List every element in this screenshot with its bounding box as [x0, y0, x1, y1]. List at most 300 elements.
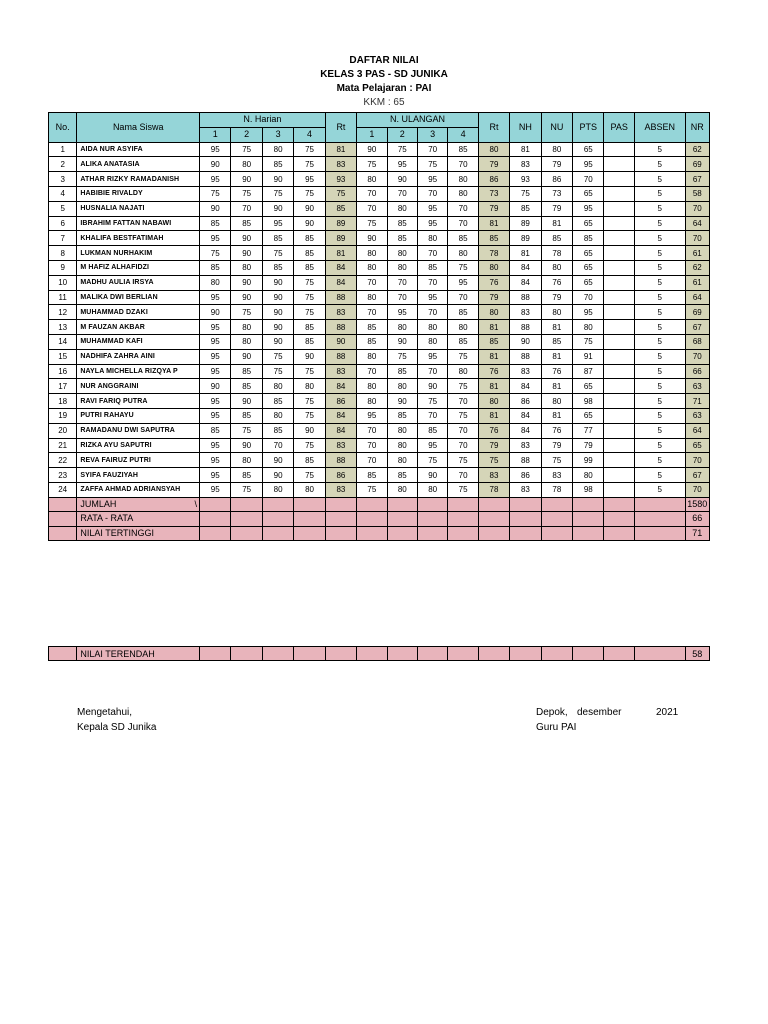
table-row: [49, 290, 710, 305]
cell-ulangan-1: 75: [357, 157, 387, 172]
cell-no: 17: [49, 379, 77, 394]
cell-harian-2: 80: [231, 334, 262, 349]
cell-rt-harian: 89: [325, 216, 356, 231]
cell-rt-harian: 75: [325, 186, 356, 201]
cell-harian-1: 95: [200, 334, 231, 349]
cell-rt-ulangan: 73: [478, 186, 509, 201]
cell-no: 18: [49, 394, 77, 409]
cell-nu: 85: [541, 231, 572, 246]
col-harian-3: 3: [262, 127, 293, 142]
table-row: [49, 216, 710, 231]
cell-rt-ulangan: 81: [478, 320, 509, 335]
cell-ulangan-3: 95: [417, 349, 447, 364]
rata-label: RATA - RATA: [77, 512, 200, 527]
cell-no: 23: [49, 468, 77, 483]
cell-harian-1: 75: [200, 186, 231, 201]
cell-no: 19: [49, 408, 77, 423]
cell-ulangan-4: 70: [448, 290, 478, 305]
cell-ulangan-4: 75: [448, 453, 478, 468]
cell-harian-1: 85: [200, 423, 231, 438]
cell-rt-ulangan: 81: [478, 379, 509, 394]
cell-absen: 5: [634, 216, 685, 231]
cell-harian-2: 90: [231, 349, 262, 364]
cell-no: 1: [49, 142, 77, 157]
cell-ulangan-2: 85: [387, 408, 417, 423]
grades-table: [48, 112, 710, 541]
cell-nu: 80: [541, 260, 572, 275]
cell-ulangan-1: 85: [357, 320, 387, 335]
cell-rt-harian: 85: [325, 201, 356, 216]
cell-rt-harian: 84: [325, 260, 356, 275]
cell-no: 14: [49, 334, 77, 349]
cell-name: MADHU AULIA IRSYA: [77, 275, 200, 290]
sign-place: Depok,: [536, 707, 568, 718]
cell-ulangan-2: 80: [387, 260, 417, 275]
cell-harian-4: 90: [294, 349, 325, 364]
cell-harian-1: 90: [200, 305, 231, 320]
cell-harian-2: 85: [231, 216, 262, 231]
col-ulangan: N. ULANGAN: [357, 113, 479, 128]
cell-ulangan-1: 80: [357, 246, 387, 261]
cell-harian-2: 80: [231, 453, 262, 468]
cell-harian-2: 75: [231, 142, 262, 157]
cell-nu: 79: [541, 201, 572, 216]
cell-ulangan-2: 80: [387, 482, 417, 497]
cell-rt-ulangan: 79: [478, 157, 509, 172]
cell-harian-4: 75: [294, 364, 325, 379]
cell-nr: 63: [685, 408, 709, 423]
tertinggi-label: NILAI TERTINGGI: [77, 526, 200, 541]
cell-nu: 78: [541, 246, 572, 261]
cell-harian-2: 80: [231, 157, 262, 172]
col-nr: NR: [685, 113, 709, 143]
cell-harian-2: 90: [231, 172, 262, 187]
cell-nu: 79: [541, 157, 572, 172]
cell-pas: [604, 482, 634, 497]
cell-pts: 85: [573, 231, 604, 246]
rata-value: 66: [685, 512, 709, 527]
cell-no: 7: [49, 231, 77, 246]
cell-harian-2: 85: [231, 408, 262, 423]
table-row: [49, 379, 710, 394]
cell-harian-2: 80: [231, 320, 262, 335]
cell-no: 12: [49, 305, 77, 320]
cell-harian-3: 75: [262, 349, 293, 364]
cell-pas: [604, 423, 634, 438]
cell-absen: 5: [634, 260, 685, 275]
cell-ulangan-1: 70: [357, 305, 387, 320]
sign-month: desember: [577, 707, 622, 718]
cell-pts: 87: [573, 364, 604, 379]
jumlah-value: 1580: [685, 497, 709, 512]
cell-nh: 85: [510, 201, 541, 216]
table-row: [49, 453, 710, 468]
col-ulangan-4: 4: [448, 127, 478, 142]
cell-rt-harian: 83: [325, 482, 356, 497]
cell-nu: 81: [541, 216, 572, 231]
cell-nh: 83: [510, 438, 541, 453]
cell-rt-ulangan: 79: [478, 438, 509, 453]
table-row: [49, 201, 710, 216]
cell-harian-1: 85: [200, 216, 231, 231]
cell-nu: 76: [541, 364, 572, 379]
cell-rt-ulangan: 81: [478, 216, 509, 231]
cell-harian-1: 95: [200, 320, 231, 335]
cell-ulangan-3: 95: [417, 216, 447, 231]
cell-pts: 91: [573, 349, 604, 364]
cell-name: ALIKA ANATASIA: [77, 157, 200, 172]
cell-harian-4: 85: [294, 453, 325, 468]
cell-absen: 5: [634, 186, 685, 201]
cell-nu: 81: [541, 379, 572, 394]
cell-harian-4: 85: [294, 231, 325, 246]
cell-ulangan-2: 90: [387, 394, 417, 409]
cell-ulangan-4: 70: [448, 216, 478, 231]
cell-harian-2: 90: [231, 394, 262, 409]
cell-ulangan-1: 80: [357, 172, 387, 187]
cell-ulangan-2: 70: [387, 186, 417, 201]
cell-nr: 70: [685, 349, 709, 364]
cell-harian-4: 95: [294, 172, 325, 187]
cell-nr: 70: [685, 201, 709, 216]
cell-pts: 98: [573, 482, 604, 497]
cell-name: LUKMAN NURHAKIM: [77, 246, 200, 261]
cell-pts: 65: [573, 379, 604, 394]
cell-ulangan-1: 70: [357, 453, 387, 468]
cell-ulangan-2: 90: [387, 172, 417, 187]
cell-ulangan-4: 75: [448, 482, 478, 497]
cell-nr: 67: [685, 172, 709, 187]
cell-nh: 90: [510, 334, 541, 349]
cell-ulangan-4: 70: [448, 423, 478, 438]
cell-nh: 89: [510, 231, 541, 246]
cell-absen: 5: [634, 468, 685, 483]
jumlah-label: JUMLAH \: [77, 497, 200, 512]
cell-nh: 84: [510, 408, 541, 423]
cell-pas: [604, 320, 634, 335]
cell-no: 15: [49, 349, 77, 364]
cell-harian-3: 90: [262, 201, 293, 216]
cell-ulangan-3: 95: [417, 201, 447, 216]
cell-name: NUR ANGGRAINI: [77, 379, 200, 394]
table-row: [49, 186, 710, 201]
cell-no: 16: [49, 364, 77, 379]
cell-nh: 84: [510, 423, 541, 438]
cell-no: 5: [49, 201, 77, 216]
cell-harian-3: 90: [262, 468, 293, 483]
cell-pts: 65: [573, 408, 604, 423]
cell-name: SYIFA FAUZIYAH: [77, 468, 200, 483]
cell-nh: 83: [510, 482, 541, 497]
cell-ulangan-2: 80: [387, 201, 417, 216]
cell-ulangan-3: 95: [417, 172, 447, 187]
cell-ulangan-3: 70: [417, 408, 447, 423]
cell-rt-harian: 81: [325, 246, 356, 261]
sign-year: 2021: [656, 707, 679, 718]
cell-nu: 73: [541, 186, 572, 201]
cell-nh: 88: [510, 320, 541, 335]
cell-pas: [604, 468, 634, 483]
cell-nh: 88: [510, 290, 541, 305]
table-row: [49, 275, 710, 290]
cell-ulangan-4: 85: [448, 231, 478, 246]
cell-nr: 65: [685, 438, 709, 453]
cell-ulangan-4: 80: [448, 172, 478, 187]
col-ulangan-2: 2: [387, 127, 417, 142]
cell-nh: 86: [510, 394, 541, 409]
cell-name: MUHAMMAD KAFI: [77, 334, 200, 349]
cell-harian-3: 90: [262, 275, 293, 290]
cell-rt-ulangan: 80: [478, 394, 509, 409]
cell-nr: 62: [685, 260, 709, 275]
table-row: [49, 320, 710, 335]
cell-absen: 5: [634, 364, 685, 379]
cell-harian-1: 75: [200, 246, 231, 261]
cell-pts: 95: [573, 201, 604, 216]
cell-rt-harian: 83: [325, 157, 356, 172]
cell-name: MUHAMMAD DZAKI: [77, 305, 200, 320]
cell-nh: 83: [510, 305, 541, 320]
cell-nr: 69: [685, 157, 709, 172]
cell-pts: 65: [573, 260, 604, 275]
cell-harian-4: 90: [294, 216, 325, 231]
cell-ulangan-2: 80: [387, 423, 417, 438]
cell-nh: 89: [510, 216, 541, 231]
cell-harian-2: 80: [231, 260, 262, 275]
cell-rt-harian: 86: [325, 394, 356, 409]
cell-no: 2: [49, 157, 77, 172]
cell-nh: 84: [510, 260, 541, 275]
cell-nu: 79: [541, 438, 572, 453]
cell-nu: 75: [541, 453, 572, 468]
cell-harian-4: 80: [294, 482, 325, 497]
table-row: [49, 482, 710, 497]
cell-harian-3: 85: [262, 157, 293, 172]
cell-absen: 5: [634, 275, 685, 290]
cell-ulangan-4: 75: [448, 260, 478, 275]
cell-harian-2: 90: [231, 275, 262, 290]
cell-absen: 5: [634, 246, 685, 261]
cell-nu: 79: [541, 290, 572, 305]
cell-ulangan-4: 70: [448, 201, 478, 216]
table-row: [49, 334, 710, 349]
cell-ulangan-4: 95: [448, 275, 478, 290]
cell-nr: 69: [685, 305, 709, 320]
cell-harian-1: 90: [200, 379, 231, 394]
cell-harian-1: 95: [200, 172, 231, 187]
cell-nu: 78: [541, 482, 572, 497]
cell-harian-1: 95: [200, 349, 231, 364]
cell-ulangan-4: 75: [448, 349, 478, 364]
cell-nu: 76: [541, 423, 572, 438]
cell-ulangan-2: 85: [387, 468, 417, 483]
cell-ulangan-3: 80: [417, 482, 447, 497]
cell-harian-1: 90: [200, 157, 231, 172]
cell-pas: [604, 260, 634, 275]
cell-ulangan-2: 80: [387, 320, 417, 335]
cell-absen: 5: [634, 320, 685, 335]
table-row: [49, 305, 710, 320]
cell-harian-3: 80: [262, 408, 293, 423]
cell-name: MALIKA DWI BERLIAN: [77, 290, 200, 305]
cell-rt-harian: 83: [325, 364, 356, 379]
cell-no: 4: [49, 186, 77, 201]
cell-harian-4: 90: [294, 201, 325, 216]
cell-harian-3: 80: [262, 482, 293, 497]
table-row: [49, 172, 710, 187]
cell-no: 21: [49, 438, 77, 453]
col-nh: NH: [510, 113, 541, 143]
cell-harian-3: 90: [262, 320, 293, 335]
cell-harian-4: 75: [294, 394, 325, 409]
cell-rt-harian: 81: [325, 142, 356, 157]
cell-nh: 83: [510, 157, 541, 172]
cell-ulangan-1: 70: [357, 438, 387, 453]
cell-harian-3: 80: [262, 142, 293, 157]
cell-rt-ulangan: 76: [478, 423, 509, 438]
cell-absen: 5: [634, 142, 685, 157]
cell-ulangan-3: 80: [417, 320, 447, 335]
cell-ulangan-1: 80: [357, 290, 387, 305]
cell-rt-harian: 93: [325, 172, 356, 187]
cell-rt-ulangan: 86: [478, 172, 509, 187]
cell-pas: [604, 408, 634, 423]
col-harian-2: 2: [231, 127, 262, 142]
terendah-row: [49, 647, 710, 661]
col-rt-harian: Rt: [325, 113, 356, 143]
cell-pts: 99: [573, 453, 604, 468]
cell-harian-2: 85: [231, 468, 262, 483]
cell-nr: 64: [685, 216, 709, 231]
cell-pts: 65: [573, 186, 604, 201]
cell-no: 20: [49, 423, 77, 438]
cell-ulangan-2: 95: [387, 305, 417, 320]
cell-name: ATHAR RIZKY RAMADANISH: [77, 172, 200, 187]
cell-harian-3: 90: [262, 305, 293, 320]
cell-nh: 88: [510, 453, 541, 468]
cell-ulangan-4: 85: [448, 334, 478, 349]
cell-ulangan-4: 70: [448, 438, 478, 453]
cell-absen: 5: [634, 453, 685, 468]
cell-rt-ulangan: 80: [478, 260, 509, 275]
cell-nu: 86: [541, 172, 572, 187]
cell-harian-3: 85: [262, 231, 293, 246]
cell-absen: 5: [634, 379, 685, 394]
cell-pts: 95: [573, 157, 604, 172]
cell-nr: 68: [685, 334, 709, 349]
cell-ulangan-3: 70: [417, 246, 447, 261]
cell-ulangan-1: 70: [357, 364, 387, 379]
cell-ulangan-2: 85: [387, 216, 417, 231]
subject-line: Mata Pelajaran : PAI: [336, 83, 432, 94]
cell-nh: 88: [510, 349, 541, 364]
cell-nh: 93: [510, 172, 541, 187]
kkm-label: KKM : 65: [363, 97, 405, 108]
cell-pts: 70: [573, 172, 604, 187]
cell-pas: [604, 246, 634, 261]
cell-name: M FAUZAN AKBAR: [77, 320, 200, 335]
sign-role: Guru PAI: [536, 722, 577, 733]
cell-nr: 70: [685, 453, 709, 468]
cell-pts: 80: [573, 320, 604, 335]
cell-harian-4: 75: [294, 142, 325, 157]
cell-ulangan-3: 70: [417, 275, 447, 290]
cell-harian-4: 75: [294, 290, 325, 305]
cell-rt-harian: 88: [325, 320, 356, 335]
cell-pts: 79: [573, 438, 604, 453]
table-row: [49, 468, 710, 483]
cell-ulangan-2: 75: [387, 349, 417, 364]
cell-harian-4: 85: [294, 334, 325, 349]
cell-rt-harian: 84: [325, 423, 356, 438]
cell-nh: 75: [510, 186, 541, 201]
cell-rt-harian: 83: [325, 438, 356, 453]
cell-name: NAYLA MICHELLA RIZQYA P: [77, 364, 200, 379]
cell-ulangan-3: 70: [417, 305, 447, 320]
cell-harian-3: 90: [262, 172, 293, 187]
jumlah-row: [49, 497, 710, 512]
col-rt-ulangan: Rt: [478, 113, 509, 143]
cell-harian-4: 80: [294, 379, 325, 394]
cell-nh: 84: [510, 379, 541, 394]
cell-rt-ulangan: 85: [478, 334, 509, 349]
col-pas: PAS: [604, 113, 634, 143]
cell-no: 10: [49, 275, 77, 290]
cell-pas: [604, 438, 634, 453]
cell-ulangan-4: 80: [448, 320, 478, 335]
cell-name: HABIBIE RIVALDY: [77, 186, 200, 201]
cell-harian-2: 75: [231, 305, 262, 320]
cell-harian-2: 85: [231, 379, 262, 394]
cell-rt-harian: 84: [325, 379, 356, 394]
table-row: [49, 394, 710, 409]
jumlah-mark: \: [194, 498, 198, 509]
col-name: Nama Siswa: [77, 113, 200, 143]
cell-harian-4: 75: [294, 438, 325, 453]
cell-ulangan-1: 75: [357, 216, 387, 231]
cell-rt-ulangan: 79: [478, 201, 509, 216]
cell-harian-1: 95: [200, 231, 231, 246]
cell-ulangan-1: 80: [357, 394, 387, 409]
cell-no: 24: [49, 482, 77, 497]
cell-nr: 64: [685, 423, 709, 438]
cell-nu: 81: [541, 408, 572, 423]
cell-ulangan-3: 70: [417, 186, 447, 201]
cell-pts: 65: [573, 142, 604, 157]
cell-name: RIZKA AYU SAPUTRI: [77, 438, 200, 453]
cell-ulangan-1: 80: [357, 379, 387, 394]
cell-rt-ulangan: 81: [478, 408, 509, 423]
cell-nr: 62: [685, 142, 709, 157]
cell-harian-4: 85: [294, 320, 325, 335]
cell-harian-1: 85: [200, 260, 231, 275]
cell-rt-harian: 88: [325, 349, 356, 364]
cell-name: REVA FAIRUZ PUTRI: [77, 453, 200, 468]
cell-pts: 80: [573, 468, 604, 483]
cell-ulangan-1: 70: [357, 423, 387, 438]
cell-pas: [604, 364, 634, 379]
cell-nr: 63: [685, 379, 709, 394]
cell-ulangan-2: 80: [387, 246, 417, 261]
col-harian-1: 1: [200, 127, 231, 142]
col-nu: NU: [541, 113, 572, 143]
col-pts: PTS: [573, 113, 604, 143]
cell-harian-3: 95: [262, 216, 293, 231]
cell-no: 6: [49, 216, 77, 231]
cell-nr: 58: [685, 186, 709, 201]
cell-harian-1: 80: [200, 275, 231, 290]
cell-name: PUTRI RAHAYU: [77, 408, 200, 423]
